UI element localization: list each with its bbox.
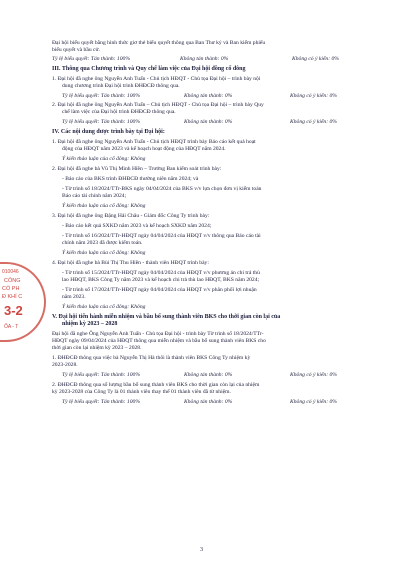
section-heading: III. Thông qua Chương trình và Quy chế làm việc của Đại hội đồng cổ đông bbox=[52, 66, 246, 72]
bullet-item: Báo cáo tài chính năm 2024; bbox=[62, 193, 127, 199]
list-item: động của HĐQT năm 2023 và kế hoạch hoạt động của HĐQT năm 2024. bbox=[62, 146, 226, 152]
list-item: dung chương trình Đại hội trình ĐHĐCĐ thông qua. bbox=[62, 83, 180, 89]
list-item: 2023-2028. bbox=[52, 362, 78, 368]
seal-text: CỔ PH bbox=[2, 286, 20, 292]
list-item: 1. Đại hội đã nghe ông Nguyễn Anh Tuấn - Chủ tịch HĐQT - Chủ tọa Đại hội – trình bày nội bbox=[52, 76, 261, 82]
seal-text: 010046 bbox=[2, 269, 19, 275]
discussion-note: Ý kiến thảo luận của cổ đông: Không bbox=[62, 304, 146, 310]
paragraph-line: thời gian còn lại nhiệm kỳ 2023 – 2028. bbox=[52, 345, 142, 351]
intro-line: Đại hội biểu quyết bằng hình thức giơ thẻ biểu quyết thông qua Ban Thư ký và Ban kiểm phiếu bbox=[52, 40, 266, 46]
vote-result: Tỷ lệ biểu quyết: Tán thành: 100% Không tán thành: 0% Không có ý kiến: 0% bbox=[62, 93, 337, 99]
bullet-item: - Tờ trình số 17/2024/TTr-HĐQT ngày 04/04/2024 của HĐQT v/v phân phối lợi nhuận bbox=[62, 287, 257, 293]
list-item: kỳ 2023-2028 của Công Ty là 01 thành viên thay thế 01 thành viên đã từ nhiệm. bbox=[52, 389, 231, 395]
page-number: 3 bbox=[200, 547, 203, 553]
list-item: 2. Đại hội đã nghe bà Vũ Thị Minh Hiền – Trưởng Ban kiểm soát trình bày: bbox=[52, 166, 222, 172]
paragraph-line: Đại hội đã nghe Ông Nguyễn Anh Tuấn - Chủ tọa Đại hội - trình bày Tờ trình số 18/2024/TTr- bbox=[52, 331, 264, 337]
list-item: 1. ĐHĐCĐ thông qua việc bà Nguyễn Thị Hà thôi là thành viên BKS Công Ty nhiệm kỳ bbox=[52, 355, 251, 361]
list-item: 2. ĐHĐCĐ thông qua số lượng bầu bổ sung thành viên BKS cho thời gian còn lại của nhiệm bbox=[52, 382, 260, 388]
discussion-note: Ý kiến thảo luận của cổ đông: Không bbox=[62, 203, 146, 209]
list-item: chế làm việc của Đại hội trình ĐHĐCĐ thông qua. bbox=[62, 109, 176, 115]
seal-text: CÔNG bbox=[4, 278, 21, 284]
list-item: 1. Đại hội đã nghe ông Nguyễn Anh Tuấn - Chủ tịch HĐQT trình bày Báo cáo kết quả hoạt bbox=[52, 139, 256, 145]
vote-result: Tỷ lệ biểu quyết: Tán thành: 100% Không tán thành: 0% Không có ý kiến: 0% bbox=[62, 119, 337, 125]
discussion-note: Ý kiến thảo luận của cổ đông: Không bbox=[62, 156, 146, 162]
intro-line: biểu quyết và bầu cử. bbox=[52, 47, 100, 53]
bullet-item: - Báo cáo của BKS trình ĐHĐCĐ thường niên năm 2024; và bbox=[62, 176, 199, 182]
list-item: 3. Đại hội đã nghe ông Đặng Hải Châu - Giám đốc Công Ty trình bày: bbox=[52, 213, 210, 219]
bullet-item: chính năm 2023 đã được kiểm toán. bbox=[62, 240, 143, 246]
list-item: 4. Đại hội đã nghe bà Bùi Thị Thu Hiền - thành viên HĐQT trình bày: bbox=[52, 260, 209, 266]
vote-result: Tỷ lệ biểu quyết: Tán thành: 100% Không tán thành: 0% Không có ý kiến: 0% bbox=[62, 399, 337, 405]
seal-text: 3-2 bbox=[4, 303, 23, 318]
bullet-item: - Tờ trình số 18/2024/TTr-BKS ngày 04/04/2024 của BKS v/v lựa chọn đơn vị kiểm toán bbox=[62, 186, 262, 192]
vote-result: Tỷ lệ biểu quyết: Tán thành: 100% Không tán thành: 0% Không có ý kiến: 0% bbox=[62, 372, 337, 378]
section-heading: nhiệm kỳ 2023 – 2028 bbox=[62, 321, 118, 327]
bullet-item: - Báo cáo kết quả SXKD năm 2023 và kế hoạch SXKD năm 2024; bbox=[62, 223, 212, 229]
section-heading: V. Đại hội tiến hành miễn nhiệm và bầu bổ sung thành viên BKS cho thời gian còn lại của bbox=[52, 314, 281, 320]
bullet-item: năm 2023. bbox=[62, 294, 86, 300]
paragraph-line: HĐQT ngày 09/04/2024 của HĐQT thông qua miễn nhiệm và bầu bổ sung thành viên BKS cho bbox=[52, 338, 266, 344]
section-heading: IV. Các nội dung được trình bày tại Đại hội: bbox=[52, 129, 165, 135]
vote-result: Tỷ lệ biểu quyết: Tán thành: 100% Không tán thành: 0% Không có ý kiến: 0% bbox=[52, 56, 339, 62]
list-item: 2. Đại hội đã nghe ông Nguyễn Anh Tuấn – Chủ tịch HĐQT - Chủ tọa Đại hội – trình bày Quy bbox=[52, 102, 264, 108]
seal-text: ỐA - T bbox=[4, 324, 19, 330]
bullet-item: lao HĐQT, BKS Công Ty năm 2023 và kế hoạch chi trả thù lao HĐQT, BKS năm 2024; bbox=[62, 277, 260, 283]
seal-text: Đ KHÍ C bbox=[2, 294, 23, 300]
bullet-item: - Tờ trình số 15/2024/TTr-HĐQT ngày 04/04/2024 của HĐQT v/v phương án chi trả thù bbox=[62, 270, 260, 276]
discussion-note: Ý kiến thảo luận của cổ đông: Không bbox=[62, 250, 146, 256]
bullet-item: - Tờ trình số 16/2024/TTr-HĐQT ngày 04/04/2024 của HĐQT v/v thông qua Báo cáo tài bbox=[62, 233, 261, 239]
company-seal bbox=[0, 262, 46, 342]
